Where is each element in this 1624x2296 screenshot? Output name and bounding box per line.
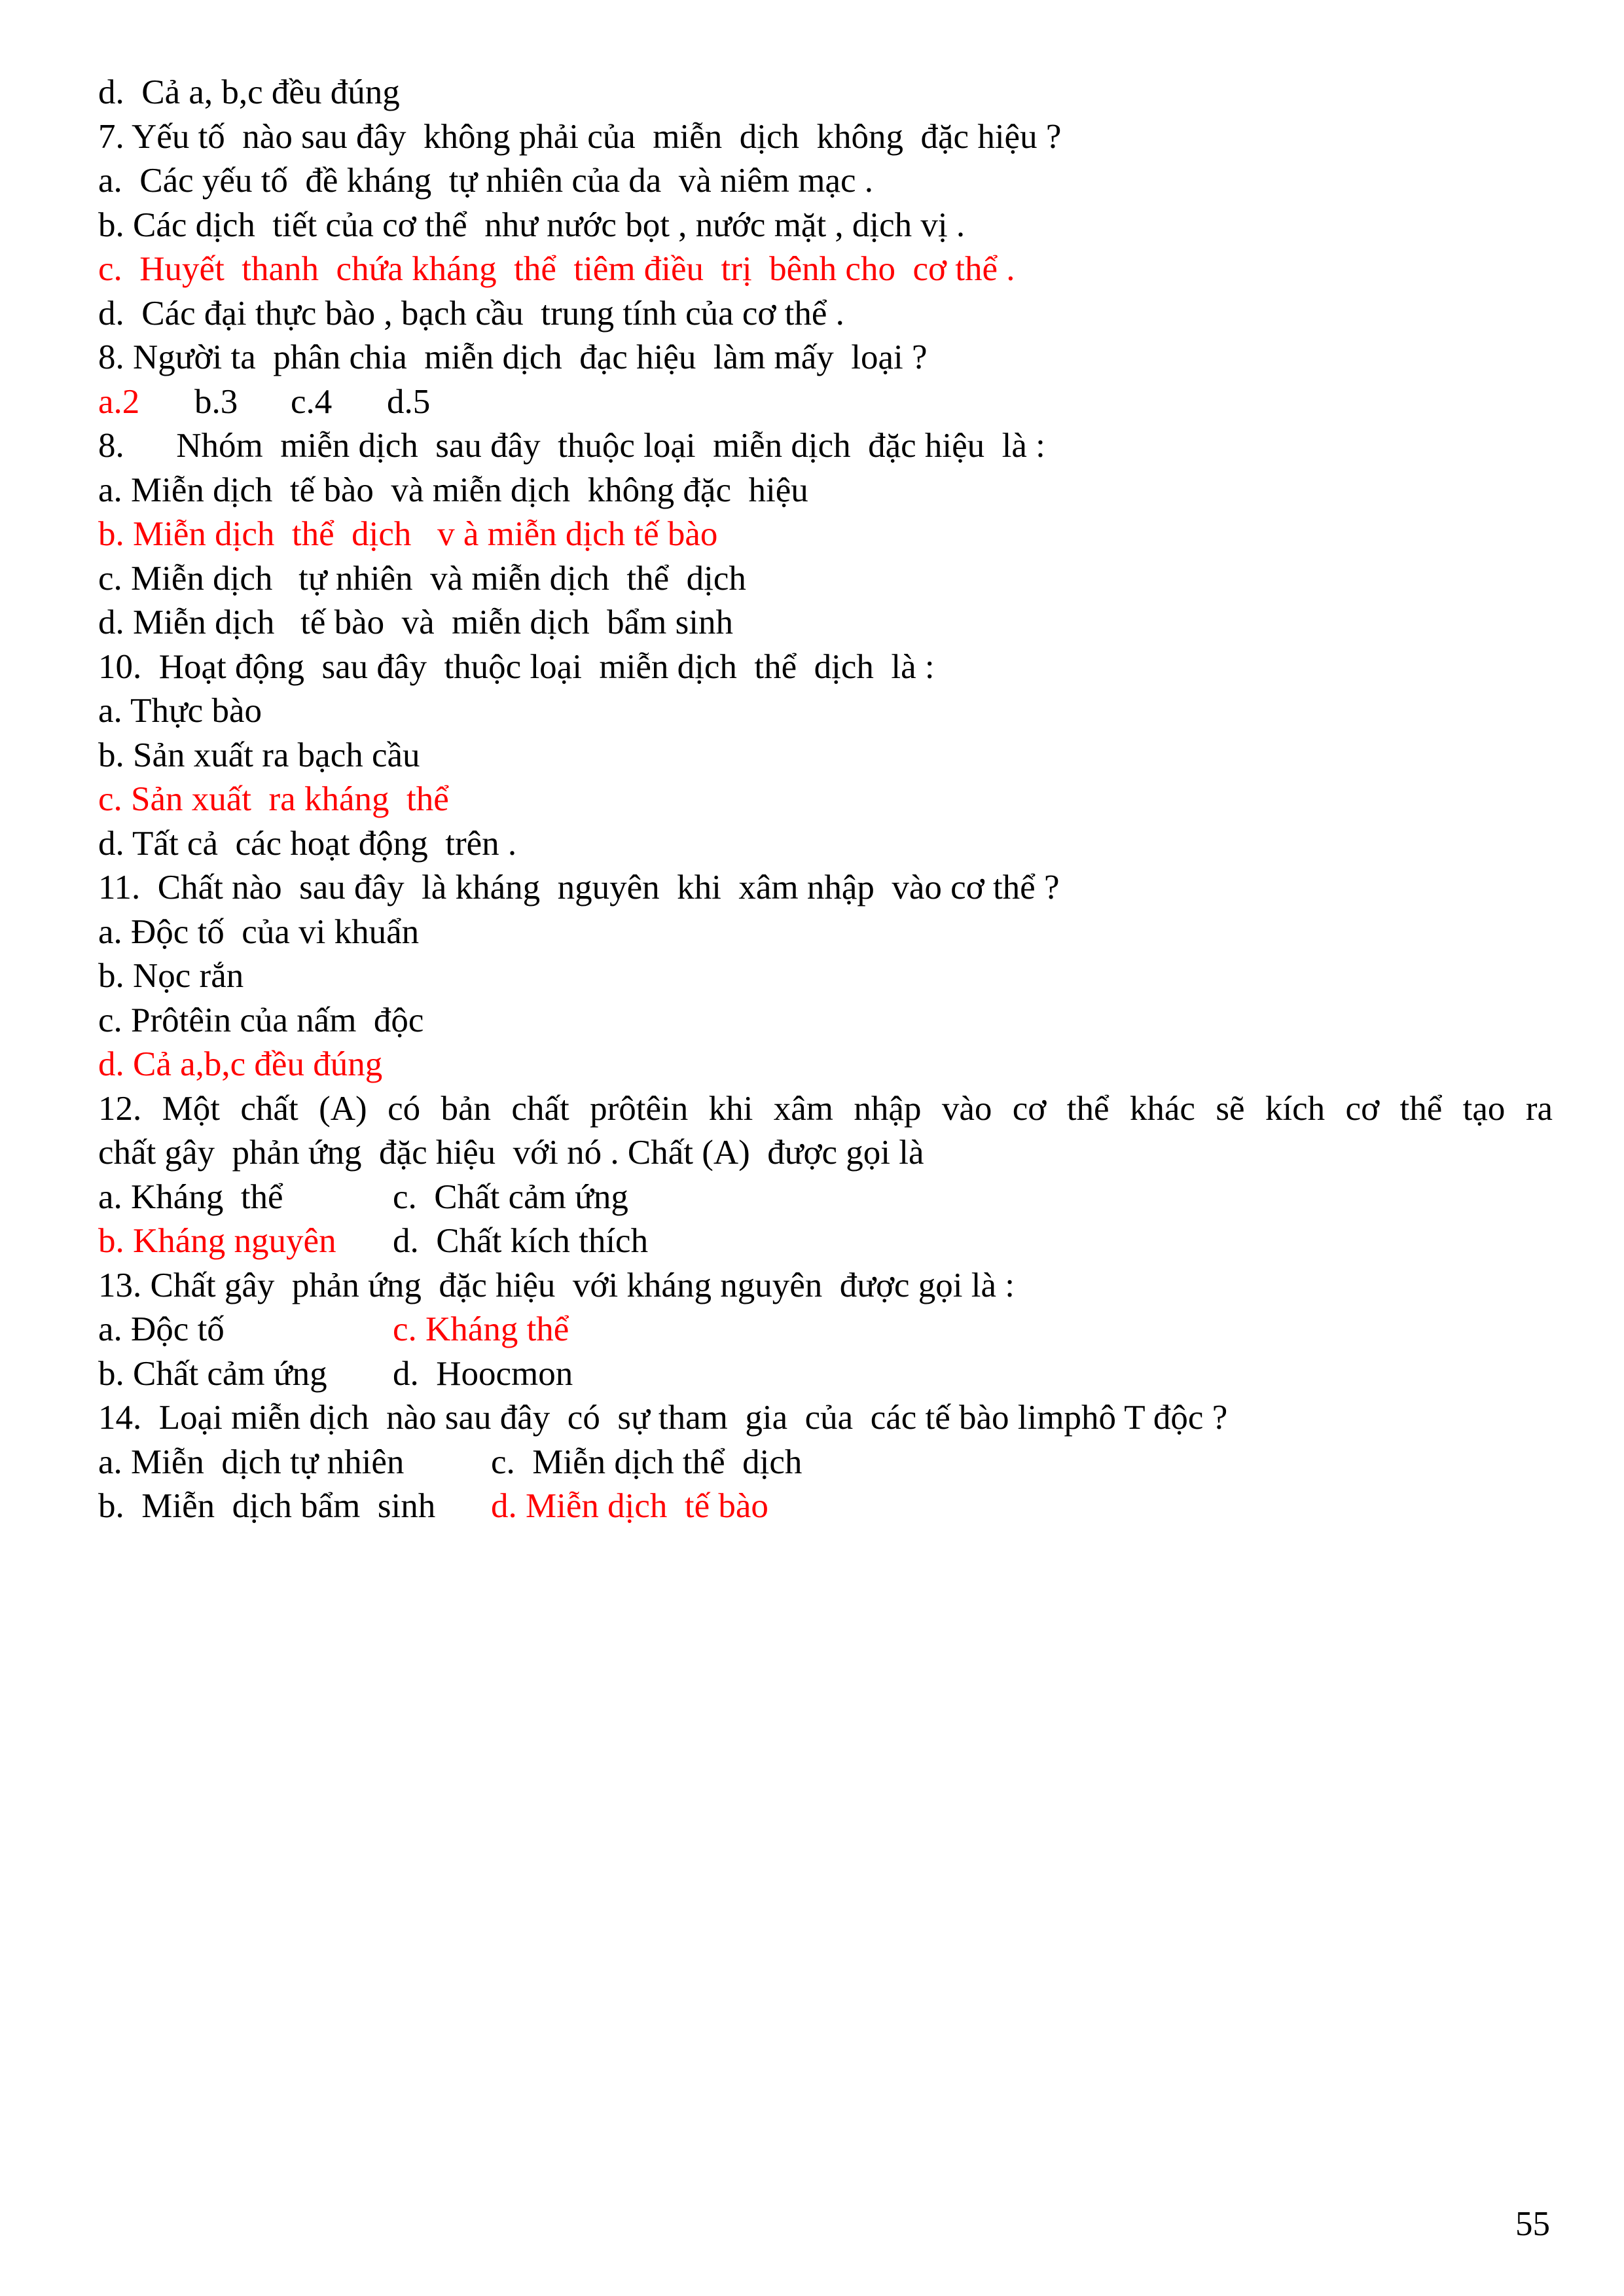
correct-answer-q7-c: c. Huyết thanh chứa kháng thể tiêm điều trị bênh cho cơ thể .	[98, 250, 1015, 288]
answer-option-q10-d: d. Tất cả các hoạt động trên .	[98, 824, 517, 863]
answer-option-q8-b: b.3	[194, 382, 238, 421]
correct-answer-q12-b: b. Kháng nguyên	[98, 1222, 336, 1260]
answer-option-q9-c: c. Miễn dịch tự nhiên và miễn dịch thể dịch	[98, 559, 746, 598]
answer-option-q8-d: d.5	[387, 382, 431, 421]
correct-answer-q10-c: c. Sản xuất ra kháng thể	[98, 780, 449, 818]
answer-option-q11-c: c. Prôtêin của nấm độc	[98, 1001, 424, 1039]
answer-options-q12-row-2	[98, 1219, 1558, 1264]
correct-answer-q8-a: a.2	[98, 382, 140, 421]
answer-options-q13-row-2	[98, 1352, 1558, 1397]
answer-options-q12-row-1	[98, 1175, 1558, 1220]
answer-options-q14-row-1	[98, 1441, 1558, 1485]
answer-option-q13-d: d. Hoocmon	[393, 1354, 573, 1393]
answer-option-q9-a: a. Miễn dịch tế bào và miễn dịch không đặc hiệu	[98, 471, 808, 509]
correct-answer-q13-c: c. Kháng thể	[393, 1310, 569, 1348]
answer-option-q12-c: c. Chất cảm ứng	[393, 1177, 628, 1216]
answer-option-q10-a: a. Thực bào	[98, 692, 262, 730]
answer-option-q12-a: a. Kháng thể	[98, 1177, 283, 1216]
question-14: 14. Loại miễn dịch nào sau đây có sự tham gia của các tế bào limphô T độc ?	[98, 1399, 1228, 1437]
correct-answer-q9-b: b. Miễn dịch thể dịch v à miễn dịch tế bào	[98, 515, 718, 553]
answer-option-q13-a: a. Độc tố	[98, 1310, 225, 1348]
question-12-line-1: 12. Một chất (A) có bản chất prôtêin khi xâm nhập vào cơ thể khác sẽ kích cơ thể tạo ra	[98, 1089, 1553, 1128]
question-9: 8. Nhóm miễn dịch sau đây thuộc loại miễn dịch đặc hiệu là :	[98, 427, 1045, 465]
document-body	[98, 71, 1558, 1529]
answer-option-q9-d: d. Miễn dịch tế bào và miễn dịch bẩm sinh	[98, 603, 733, 641]
question-13: 13. Chất gây phản ứng đặc hiệu với kháng nguyên được gọi là :	[98, 1266, 1015, 1304]
answer-option-q13-b: b. Chất cảm ứng	[98, 1354, 327, 1393]
answer-option-q11-b: b. Nọc rắn	[98, 957, 244, 995]
answer-option-q10-b: b. Sản xuất ra bạch cầu	[98, 736, 420, 774]
answer-option-q12-d: d. Chất kích thích	[393, 1222, 649, 1260]
question-8: 8. Người ta phân chia miễn dịch đạc hiệu làm mấy loại ?	[98, 338, 928, 376]
question-11: 11. Chất nào sau đây là kháng nguyên khi xâm nhập vào cơ thể ?	[98, 869, 1060, 906]
answer-options-q8	[98, 380, 1558, 425]
question-10: 10. Hoạt động sau đây thuộc loại miễn dịch thể dịch là :	[98, 647, 935, 686]
question-12-line-2: chất gây phản ứng đặc hiệu với nó . Chất (A) được gọi là	[98, 1134, 924, 1172]
answer-option-q7-d: d. Các đại thực bào , bạch cầu trung tính của cơ thể .	[98, 294, 844, 332]
answer-option-q7-a: a. Các yếu tố đề kháng tự nhiên của da và niêm mạc .	[98, 162, 874, 200]
answer-option-q14-a: a. Miễn dịch tự nhiên	[98, 1443, 405, 1481]
answer-option-q14-b: b. Miễn dịch bẩm sinh	[98, 1487, 436, 1525]
answer-option-q8-c: c.4	[291, 382, 333, 421]
correct-answer-q11-d: d. Cả a,b,c đều đúng	[98, 1045, 383, 1083]
question-7: 7. Yếu tố nào sau đây không phải của miễn dịch không đặc hiệu ?	[98, 117, 1062, 156]
page-number: 55	[1515, 2205, 1550, 2243]
answer-option-q7-b: b. Các dịch tiết của cơ thể như nước bọt , nước mặt , dịch vị .	[98, 206, 965, 244]
answer-option-q14-c: c. Miễn dịch thể dịch	[491, 1443, 803, 1481]
answer-options-q14-row-2	[98, 1484, 1558, 1529]
answer-option-q6-d: d. Cả a, b,c đều đúng	[98, 73, 400, 111]
answer-option-q11-a: a. Độc tố của vi khuẩn	[98, 912, 420, 951]
answer-options-q13-row-1	[98, 1308, 1558, 1352]
correct-answer-q14-d: d. Miễn dịch tế bào	[491, 1487, 768, 1525]
